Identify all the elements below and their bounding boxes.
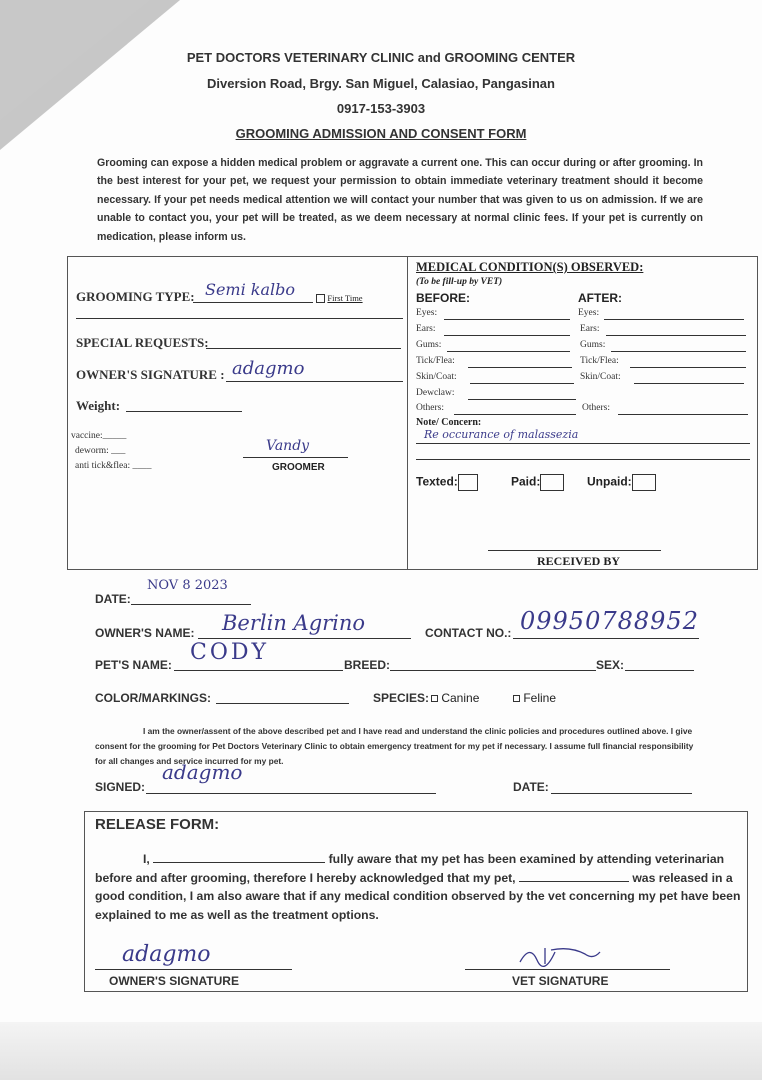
before-gums-line — [447, 351, 570, 352]
clinic-address: Diversion Road, Brgy. San Miguel, Calasiao, Pangasinan — [207, 76, 555, 91]
owner-signature-line — [226, 381, 403, 382]
after-tick-line — [630, 367, 746, 368]
release-owner-sig-value[interactable]: adagmo — [122, 942, 211, 967]
special-requests-label: SPECIAL REQUESTS: — [76, 335, 209, 350]
after-others-line — [618, 414, 748, 415]
deworm-label: deworm: ___ — [75, 446, 126, 456]
weight-line — [126, 411, 242, 412]
note-line-1 — [416, 443, 750, 444]
after-tick: Tick/Flea: — [580, 356, 619, 366]
groomer-value[interactable]: Vandy — [266, 438, 310, 454]
note-label: Note/ Concern: — [416, 417, 482, 428]
before-eyes: Eyes: — [416, 308, 438, 318]
color-label: COLOR/MARKINGS: — [95, 691, 211, 705]
clinic-name: PET DOCTORS VETERINARY CLINIC and GROOMING CENTER — [186, 50, 576, 65]
release-owner-blank[interactable] — [153, 852, 325, 863]
scan-bottom-shadow — [0, 1022, 762, 1080]
owner-signature-label: OWNER'S SIGNATURE : — [76, 367, 225, 382]
intro-paragraph: Grooming can expose a hidden medical problem or aggravate a current one. This can occur during or after grooming. In the best interest for your pet, we request your permission to obtain immediate veterinary treatment should it become necessary. If your pet needs medical attention we will contact your number that was given to us on admission. If we are unable to contact you, your pet will be treated, as we deem necessary at normal clinic fees. If your pet is currently on medication, please inform us. — [97, 157, 703, 243]
signed-value[interactable]: adagmo — [162, 760, 243, 784]
groomer-label: GROOMER — [272, 462, 325, 473]
groomer-line — [243, 457, 348, 458]
anti-tick-label: anti tick&flea: ____ — [75, 461, 152, 471]
clinic-phone: 0917-153-3903 — [336, 101, 426, 116]
release-title: RELEASE FORM: — [95, 816, 220, 833]
date-value[interactable]: NOV 8 2023 — [147, 578, 228, 593]
special-requests-line — [206, 348, 401, 349]
pet-name-value[interactable]: CODY — [190, 640, 270, 665]
after-ears: Ears: — [580, 324, 600, 334]
consent-paragraph: I am the owner/assent of the above described pet and I have read and understand the clinic policies and procedures outlined above. I give consent for the grooming for Pet Doctors Veterinary Clinic to obtain emergency treatment for my pet if necessary. I assume full financial responsibility for all changes and service incurred for my pet. — [95, 726, 694, 766]
vet-signature-mark — [515, 942, 605, 968]
first-time-checkbox[interactable] — [316, 293, 363, 303]
owner-sig-label: OWNER'S SIGNATURE — [109, 974, 239, 988]
contact-value[interactable]: 09950788952 — [520, 607, 699, 635]
breed-label: BREED: — [344, 658, 391, 672]
before-tick: Tick/Flea: — [416, 356, 455, 366]
signed-label: SIGNED: — [95, 780, 146, 794]
medical-subtitle: (To be fill-up by VET) — [416, 277, 503, 287]
owner-sig-line — [95, 969, 292, 970]
before-tick-line — [468, 367, 572, 368]
owner-signature-value[interactable]: adagmo — [232, 358, 305, 379]
after-gums-line — [611, 351, 746, 352]
pet-name-label: PET'S NAME: — [95, 658, 172, 672]
before-others: Others: — [416, 403, 444, 413]
release-text-3: was released in a good condition, I am also aware that if any medical condition observed by the vet concerning my pet have been explained to me as well as the treatment options. — [95, 870, 741, 922]
after-eyes-line — [604, 319, 744, 320]
received-by-label: RECEIVED BY — [537, 554, 621, 568]
after-skin-line — [634, 383, 744, 384]
signed-date-label: DATE: — [513, 780, 549, 794]
feline-checkbox[interactable] — [513, 695, 520, 702]
feline-option[interactable] — [513, 691, 556, 705]
owner-name-line — [198, 638, 411, 639]
pet-name-line — [174, 670, 343, 671]
unpaid-label: Unpaid: — [587, 474, 632, 489]
species-label: SPECIES: — [373, 691, 430, 705]
received-by-line — [488, 550, 661, 551]
before-gums: Gums: — [416, 340, 442, 350]
canine-label: Canine — [441, 691, 480, 705]
texted-checkbox[interactable] — [458, 474, 478, 491]
before-ears-line — [444, 335, 570, 336]
vaccine-label: vaccine:_____ — [71, 431, 127, 441]
note-value[interactable]: Re occurance of malassezia — [424, 428, 579, 441]
first-time-box[interactable] — [316, 294, 325, 303]
before-ears: Ears: — [416, 324, 436, 334]
before-others-line — [454, 414, 576, 415]
date-line — [131, 604, 251, 605]
before-dewclaw-line — [468, 399, 576, 400]
form-title: GROOMING ADMISSION AND CONSENT FORM — [235, 126, 527, 141]
texted-label: Texted: — [416, 474, 458, 489]
medical-title: MEDICAL CONDITION(S) OBSERVED: — [416, 260, 644, 274]
owner-name-value[interactable]: Berlin Agrino — [222, 611, 366, 635]
paid-label: Paid: — [511, 474, 541, 489]
after-ears-line — [606, 335, 746, 336]
feline-label: Feline — [523, 691, 557, 705]
after-eyes: Eyes: — [578, 308, 600, 318]
unpaid-checkbox[interactable] — [632, 474, 656, 491]
after-others: Others: — [582, 403, 610, 413]
release-pet-blank[interactable] — [519, 871, 629, 882]
grooming-type-label: GROOMING TYPE: — [76, 289, 195, 304]
weight-label: Weight: — [76, 398, 121, 413]
signed-date-line — [551, 793, 692, 794]
texted-field[interactable] — [416, 474, 478, 491]
after-skin: Skin/Coat: — [580, 372, 621, 382]
note-line-2 — [416, 459, 750, 460]
signed-line — [146, 793, 436, 794]
sex-line — [625, 670, 694, 671]
before-eyes-line — [444, 319, 570, 320]
contact-label: CONTACT NO.: — [425, 626, 512, 640]
grooming-type-line-2 — [76, 318, 403, 319]
after-label: AFTER: — [578, 291, 622, 305]
after-gums: Gums: — [580, 340, 606, 350]
vet-sig-label: VET SIGNATURE — [512, 974, 609, 988]
before-dewclaw: Dewclaw: — [416, 388, 455, 398]
unpaid-field[interactable] — [587, 474, 656, 491]
contact-line — [513, 638, 699, 639]
before-skin: Skin/Coat: — [416, 372, 457, 382]
release-text-2: fully aware that my pet has been examined by attending veterinarian before and after grooming, therefore I hereby acknowledged that my pet, — [95, 852, 725, 885]
paid-checkbox[interactable] — [540, 474, 564, 491]
first-time-label: First Time — [327, 293, 363, 303]
grooming-type-value[interactable]: Semi kalbo — [205, 280, 296, 299]
canine-checkbox[interactable] — [431, 695, 438, 702]
before-skin-line — [470, 383, 574, 384]
release-text-1: I, — [143, 852, 150, 866]
color-line — [216, 703, 349, 704]
vet-sig-line — [465, 969, 670, 970]
owner-name-label: OWNER'S NAME: — [95, 626, 195, 640]
release-paragraph — [95, 850, 745, 924]
paid-field[interactable] — [511, 474, 564, 491]
box-divider — [407, 256, 408, 570]
before-label: BEFORE: — [416, 291, 470, 305]
breed-line — [390, 670, 596, 671]
grooming-type-line — [193, 302, 313, 303]
sex-label: SEX: — [596, 658, 625, 672]
canine-option[interactable] — [431, 691, 479, 705]
date-label: DATE: — [95, 592, 131, 606]
